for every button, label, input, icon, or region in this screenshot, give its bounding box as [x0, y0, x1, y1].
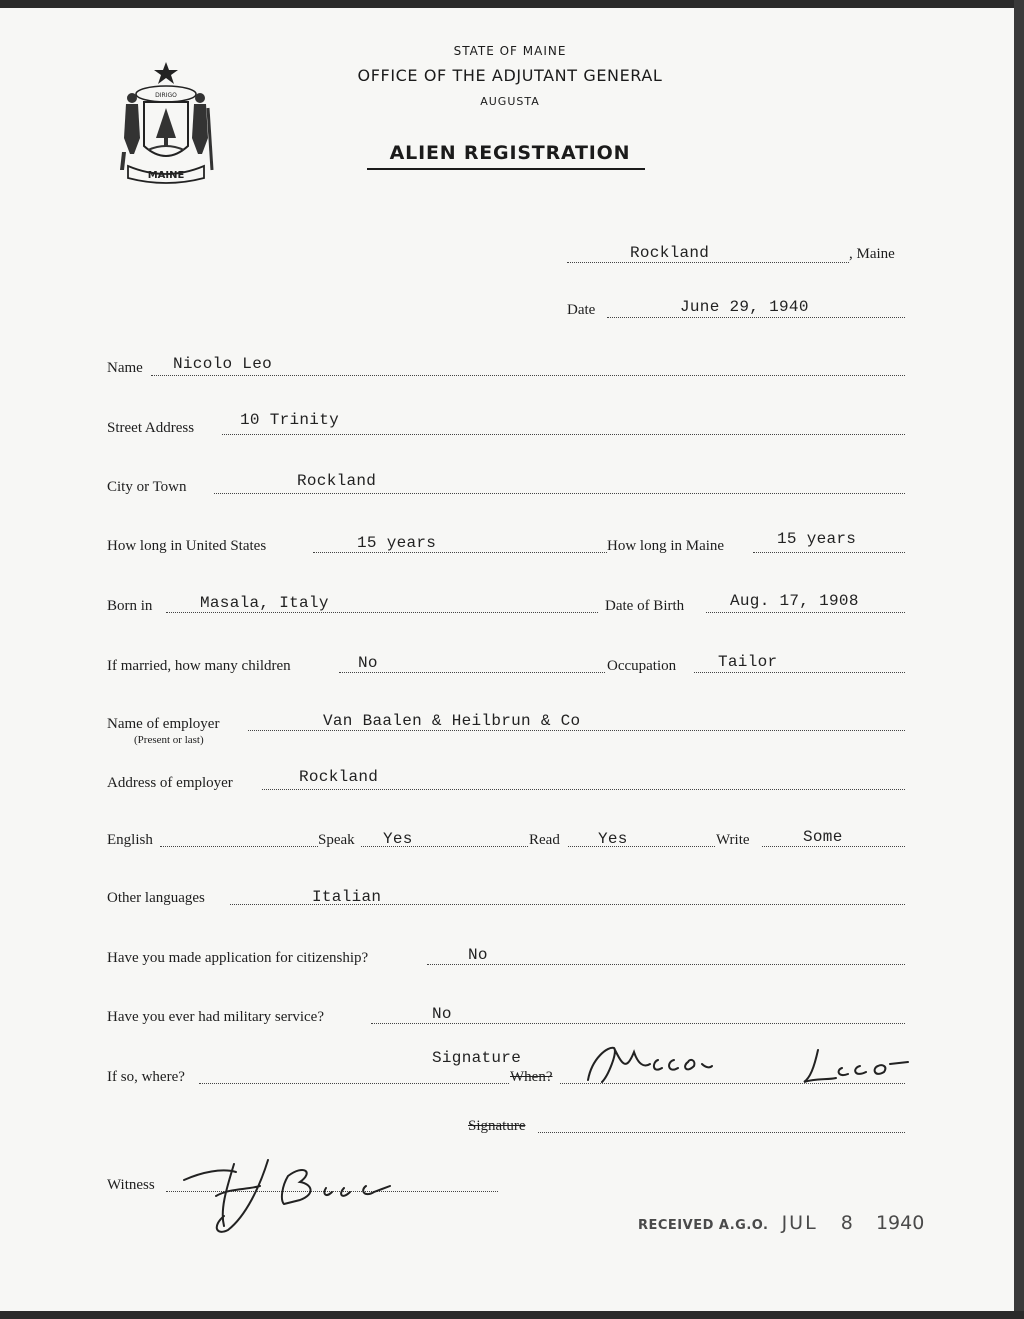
- children-line: [339, 672, 605, 673]
- employer-label: Name of employer: [107, 716, 220, 732]
- employer-line: [248, 730, 905, 731]
- employer-address-line: [262, 789, 905, 790]
- seal-text: MAINE: [147, 170, 185, 181]
- header-state: STATE OF MAINE: [453, 44, 567, 58]
- street-label: Street Address: [107, 420, 195, 436]
- date-value: June 29, 1940: [680, 298, 809, 316]
- military-label: Have you ever had military service?: [107, 1009, 324, 1025]
- name-value: Nicolo Leo: [173, 355, 273, 373]
- header-city: AUGUSTA: [480, 95, 540, 108]
- employer-value: Van Baalen & Heilbrun & Co: [323, 712, 581, 730]
- city-label: City or Town: [107, 479, 187, 495]
- place-line: [567, 262, 849, 263]
- us-years-label: How long in United States: [107, 538, 267, 554]
- stamp-year: 1940: [875, 1212, 925, 1234]
- received-stamp: [638, 1212, 924, 1234]
- maine-seal-logo: [112, 58, 220, 186]
- employer-address-label: Address of employer: [107, 775, 233, 791]
- date-line: [607, 317, 905, 318]
- children-value: No: [358, 654, 378, 672]
- stamp-month: JUL: [781, 1212, 818, 1234]
- born-label: Born in: [107, 598, 153, 614]
- citizenship-line: [427, 964, 905, 965]
- me-years-line: [753, 552, 905, 553]
- date-label: Date: [567, 302, 596, 318]
- military-value: No: [432, 1005, 452, 1023]
- place-suffix: , Maine: [849, 246, 895, 262]
- where-label: If so, where?: [107, 1069, 185, 1085]
- read-line: [568, 846, 715, 847]
- witness-signature-text: A. J. Bird: [176, 1150, 180, 1151]
- witness-signature: [176, 1150, 436, 1240]
- street-line: [222, 434, 905, 435]
- occupation-label: Occupation: [607, 658, 677, 674]
- born-value: Masala, Italy: [200, 594, 329, 612]
- title-underline: [367, 168, 645, 170]
- applicant-signature: [578, 1038, 918, 1094]
- scan-right-edge: [1014, 0, 1024, 1319]
- me-years-label: How long in Maine: [607, 538, 725, 554]
- occupation-line: [694, 672, 905, 673]
- street-value: 10 Trinity: [240, 411, 340, 429]
- dob-line: [706, 612, 905, 613]
- speak-value: Yes: [383, 830, 413, 848]
- other-languages-value: Italian: [312, 888, 382, 906]
- occupation-value: Tailor: [718, 653, 778, 671]
- citizenship-label: Have you made application for citizenship?: [107, 950, 369, 966]
- when-label: When?: [510, 1069, 553, 1085]
- name-line: [151, 375, 905, 376]
- dob-label: Date of Birth: [605, 598, 685, 614]
- employer-address-value: Rockland: [299, 768, 379, 786]
- military-line: [371, 1023, 905, 1024]
- employer-sublabel: (Present or last): [134, 734, 204, 746]
- scan-bottom-edge: [0, 1311, 1024, 1319]
- citizenship-value: No: [468, 946, 488, 964]
- write-line: [762, 846, 905, 847]
- witness-label: Witness: [107, 1177, 155, 1193]
- form-title: ALIEN REGISTRATION: [389, 142, 631, 164]
- header-office: OFFICE OF THE ADJUTANT GENERAL: [357, 66, 663, 85]
- scan-top-edge: [0, 0, 1024, 8]
- city-value: Rockland: [297, 472, 377, 490]
- us-years-value: 15 years: [357, 534, 437, 552]
- place-value: Rockland: [630, 244, 710, 262]
- svg-text:DIRIGO: DIRIGO: [155, 92, 177, 99]
- read-label: Read: [529, 832, 560, 848]
- dob-value: Aug. 17, 1908: [730, 592, 859, 610]
- signature-line-label: Signature: [468, 1118, 526, 1134]
- english-line: [160, 846, 318, 847]
- applicant-signature-text: Nicolo Leo: [578, 1038, 583, 1039]
- born-line: [166, 612, 598, 613]
- me-years-value: 15 years: [777, 530, 857, 548]
- children-label: If married, how many children: [107, 658, 291, 674]
- write-label: Write: [716, 832, 750, 848]
- name-label: Name: [107, 360, 143, 376]
- speak-label: Speak: [318, 832, 355, 848]
- where-line: [199, 1083, 509, 1084]
- write-value: Some: [803, 828, 843, 846]
- other-languages-label: Other languages: [107, 890, 205, 906]
- english-label: English: [107, 832, 153, 848]
- city-line: [214, 493, 905, 494]
- us-years-line: [313, 552, 607, 553]
- typed-signature-label: Signature: [432, 1049, 522, 1067]
- stamp-day: 8: [840, 1212, 853, 1234]
- signature-line: [538, 1132, 905, 1133]
- stamp-received: RECEIVED A.G.O.: [638, 1218, 769, 1233]
- read-value: Yes: [598, 830, 628, 848]
